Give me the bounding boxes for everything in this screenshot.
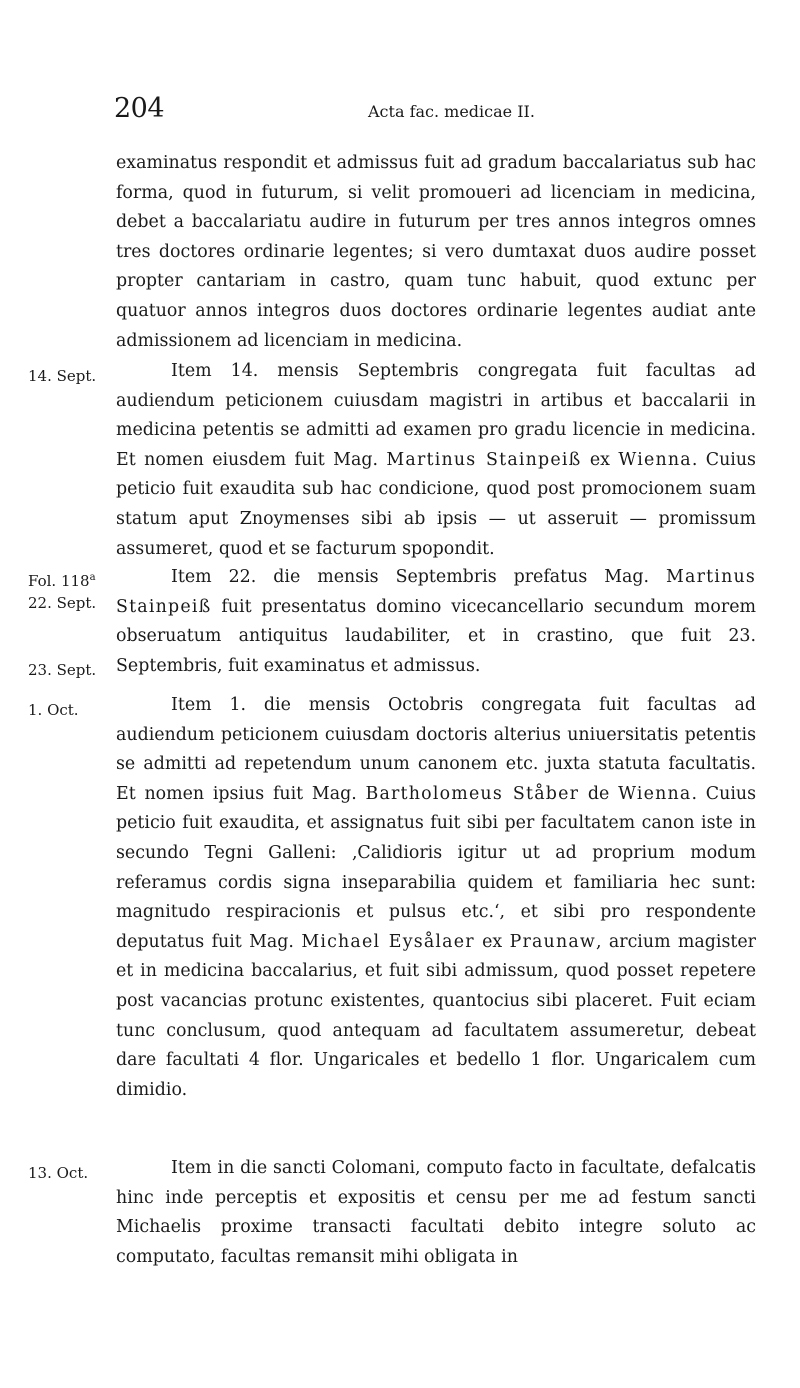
paragraph-2-block [116,357,756,564]
margin-note-oct-1: 1. Oct. [28,701,79,719]
paragraph-2-text-b: ex [581,449,619,470]
paragraph-3-text-a: Item 22. die mensis Septembris prefatus Mag. [171,567,667,587]
paragraph-4-text-b: de [579,783,619,804]
paragraph-1: examinatus respondit et admissus fuit ad gradum baccalariatus sub hac forma, quod in futurum, si velit promoueri ad licenciam in medicina, debet a baccalariatu audire in futurum per tres annos integros omnes tres doctores ordinarie legentes; si vero dumtaxat duos audire posset propter cantariam in castro, quam tunc habuit, quod extunc per quatuor annos integros duos doctores ordinarie legentes audiat ante admissionem ad licenciam in medicina. [116,153,756,351]
page-number: 204 [114,93,165,124]
paragraph-3-text-b: fuit presentatus domino vicecancellario secundum morem obseruatum antiquitus laudabiliter, et in crastino, que fuit 23. Septembris, fuit examinatus et admissus. [116,596,756,676]
person-name-bartholomeus: Bartholomeus Ståber [365,783,580,804]
margin-note-sept-22: 22. Sept. [28,594,97,612]
paragraph-4-text-d: ex [474,931,510,952]
margin-note-folio-sup: a [89,572,96,583]
paragraph-4-block [116,691,756,1105]
paragraph-4-text-e: , arcium magister et in medicina baccalarius, et fuit sibi admissum, quod posset repetere post vacancias protunc existentes, quantocius sibi placeret. Fuit eciam tunc conclusum, quod antequam ad facultatem assumeretur, debeat dare facultati 4 flor. Ungaricales et bedello 1 flor. Ungaricalem cum dimidio. [116,931,756,1100]
paragraph-4-text-a: Item 1. die mensis Octobris congregata fuit facultas ad audiendum peticionem cuiusdam doctoris alterius uniuersitatis petentis se admitti ad repetendum unum canonem etc. juxta statuta facultatis. Et nomen ipsius fuit Mag. [116,695,756,804]
place-name-wienna: Wienna [618,449,692,470]
margin-note-folio [28,571,96,591]
paragraph-5: Item in die sancti Colomani, computo facto in facultate, defalcatis hinc inde perceptis et expositis et censu per me ad festum sancti Michaelis proxime transacti facultati debito integre soluto ac computato, facultas remansit mihi obligata in [116,1158,756,1267]
paragraph-4-text-c: . Cuius peticio fuit exaudita, et assignatus fuit sibi per facultatem canon iste in secundo Tegni Galleni: ‚Calidioris igitur ut ad proprium modum referamus cordis signa inseparabilia quidem et familiaria hec sunt: magnitudo respiracionis et pulsus etc.‘, et sibi pro respondente deputatus fuit Mag. [116,783,757,952]
running-title: Acta fac. medicae II. [368,102,535,121]
place-name-praunaw: Praunaw [509,931,596,952]
paragraph-3 [116,563,756,681]
place-name-wienna-2: Wienna [618,783,692,804]
paragraph-3-block [116,563,756,681]
person-name-michael: Michael Eysålaer [301,931,475,952]
margin-note-sept-23: 23. Sept. [28,661,97,679]
person-name-martinus-2: Martinus Stainpeiß [116,567,756,617]
paragraph-2 [116,357,756,564]
margin-note-folio-label: Fol. 118 [28,572,90,590]
paragraph-2-text-a: Item 14. mensis Septembris congregata fuit facultas ad audiendum peticionem cuiusdam magistri in artibus et baccalarii in medicina petentis se admitti ad examen pro gradu licencie in medicina. Et nomen eiusdem fuit Mag. [116,361,756,470]
person-name-martinus: Martinus Stainpeiß [386,449,582,470]
margin-note-sept-14: 14. Sept. [28,367,97,385]
paragraph-2-text-c: . Cuius peticio fuit exaudita sub hac condicione, quod post promocionem suam statum aput Znoymenses sibi ab ipsis — ut asseruit — promissum assumeret, quod et se facturum spopondit. [116,449,756,559]
margin-note-oct-13: 13. Oct. [28,1164,89,1182]
paragraph-4 [116,691,756,1105]
page-header [0,94,800,134]
paragraph-1-block [116,149,756,356]
paragraph-5-block [116,1154,756,1272]
